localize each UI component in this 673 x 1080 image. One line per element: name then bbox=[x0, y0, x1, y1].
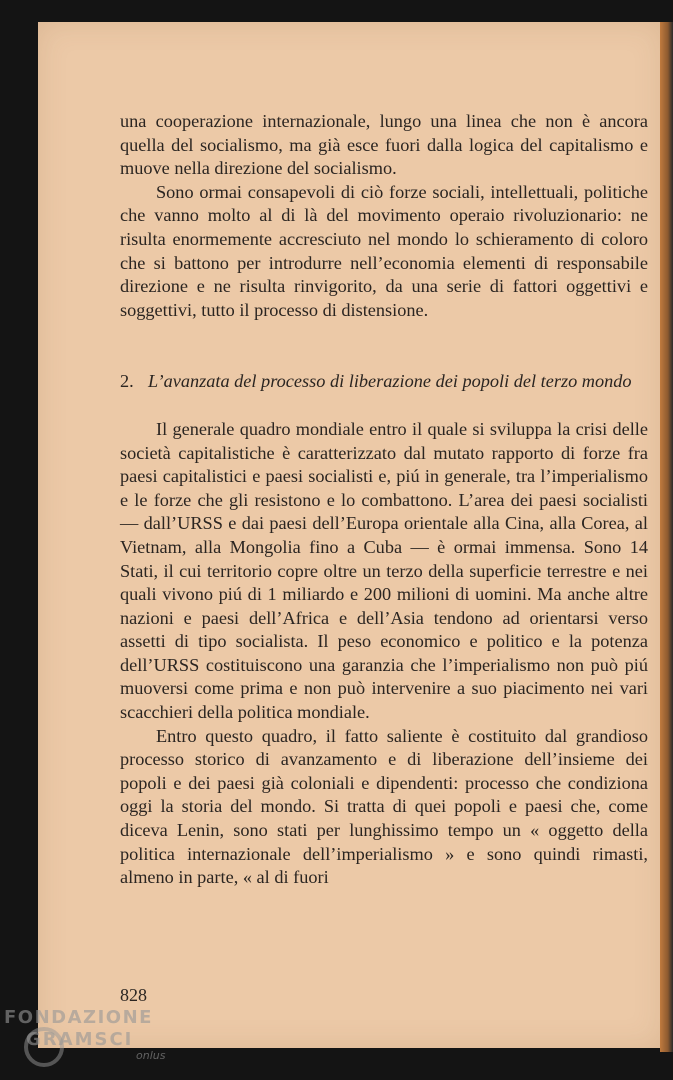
paragraph: Sono ormai consapevoli di ciò forze sociali, intellettuali, politiche che vanno molto al di là del movimento operaio rivoluzionario: ne risulta enormemente accresciuto nel mondo lo schieramento di coloro che si battono per introdurre nell’economia elementi di responsabile direzione e ne risulta rinvigorito, da una serie di fattori oggettivi e soggettivi, tutto il processo di distensione. bbox=[120, 181, 648, 320]
watermark-logo bbox=[0, 1005, 170, 1080]
page-edge bbox=[660, 22, 673, 1052]
section-title: L’avanzata del processo di liberazione dei popoli del terzo mondo bbox=[148, 371, 632, 392]
paragraph: Il generale quadro mondiale entro il quale si sviluppa la crisi delle società capitalistiche è caratterizzato dal mutato rapporto di forze fra paesi capitalistici e paesi socialisti e, piú in generale, tra l’imperialismo e le forze che gli resistono e lo combattono. L’area dei paesi socialisti — dall’URSS e dai paesi dell’Europa orientale alla Cina, alla Corea, al Vietnam, alla Mongolia fino a Cuba — è ormai immensa. Sono 14 Stati, il cui territorio copre oltre un terzo della superficie terrestre e nei quali vivono piú di 1 miliardo e 200 milioni di uomini. Ma anche altre nazioni e paesi dell’Africa e dell’Asia tendono ad orientarsi verso assetti di tipo socialista. Il peso economico e politico e la potenza dell’URSS costituiscono una garanzia che l’imperialismo non può piú muoversi come prima e non può intervenire a suo piacimento nei vari scacchieri della politica mondiale. bbox=[120, 418, 648, 723]
page-body bbox=[120, 110, 648, 890]
section-heading bbox=[120, 370, 648, 394]
section-number: 2. bbox=[120, 371, 134, 392]
watermark-line2: GRAMSCI bbox=[26, 1029, 134, 1050]
paragraph: una cooperazione internazionale, lungo una linea che non è ancora quella del socialismo, ma già esce fuori dalla logica del capitalismo e muove nella direzione del socialismo. bbox=[120, 111, 648, 179]
page-number: 828 bbox=[120, 985, 147, 1005]
watermark-line3: onlus bbox=[136, 1049, 166, 1062]
paragraph: Entro questo quadro, il fatto saliente è costituito dal grandioso processo storico di avanzamento e di liberazione dell’insieme dei popoli e dei paesi già coloniali e dipendenti: processo che condiziona oggi la storia del mondo. Si tratta di quei popoli e paesi che, come diceva Lenin, sono stati per lunghissimo tempo un « oggetto della politica internazionale dell’imperialismo » e sono quindi rimasti, almeno in parte, « al di fuori bbox=[120, 725, 648, 888]
watermark-line1: FONDAZIONE bbox=[4, 1007, 153, 1028]
